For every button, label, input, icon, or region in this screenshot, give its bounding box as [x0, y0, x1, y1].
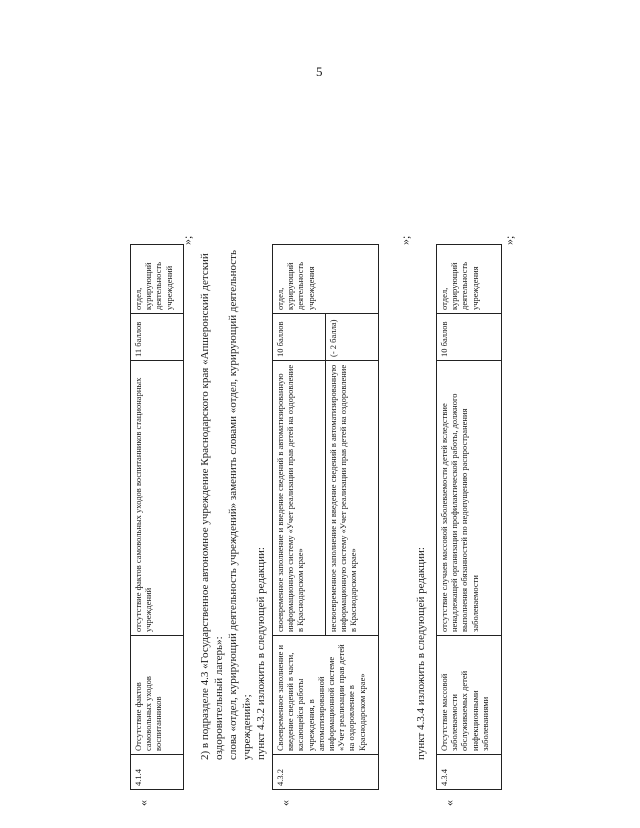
row-name: Отсутствие фактов самовольных уходов воспитанников [131, 636, 184, 755]
row-name: Своевременное заполнение и введение сведений в части, касающейся работы учреждения, в автоматизированной информационной системе «Учет реализации прав детей на оздоровление в Краснодарском крае» [273, 636, 379, 755]
table-row [437, 245, 502, 790]
open-quote: « [136, 800, 150, 806]
table-4-3-2 [272, 244, 379, 790]
row-score: 11 баллов [131, 314, 184, 361]
open-quote: « [442, 800, 456, 806]
row-score-negative: (- 2 балла) [326, 314, 379, 361]
close-quote: »; [180, 235, 194, 245]
paragraph-4-3-2: пункт 4.3.2 изложить в следующей редакции: [255, 547, 267, 760]
close-quote: »; [502, 235, 516, 245]
open-quote: « [278, 800, 292, 806]
row-responsible: отдел, курирующий деятельность учреждения [437, 245, 502, 314]
paragraph-subsection-4-3: 2) в подразделе 4.3 «Государственное автономное учреждение Краснодарского края «Апшеронский детский оздоровительный лагерь»: [199, 253, 226, 760]
row-name: Отсутствие массовой заболеваемости обслуживаемых детей инфекционными заболеваниями [437, 636, 502, 755]
row-score-positive: 10 баллов [273, 314, 326, 361]
table-4-1-4 [130, 244, 184, 790]
row-criterion-positive: своевременное заполнение и введение сведений в автоматизированную информационную систему «Учет реализации прав детей на оздоровление в Краснодарском крае» [273, 361, 326, 636]
row-responsible: отдел, курирующий деятельность учреждений [131, 245, 184, 314]
row-code: 4.1.4 [131, 755, 184, 790]
table-row [273, 245, 326, 790]
row-criterion-negative: несвоевременное заполнение и введение сведений в автоматизированную информационную систему «Учет реализации прав детей на оздоровление в Краснодарском крае» [326, 361, 379, 636]
table-4-3-4 [436, 244, 502, 790]
paragraph-4-3-4: пункт 4.3.4 изложить в следующей редакции: [415, 547, 427, 760]
rotated-page-content [130, 100, 530, 806]
paragraph-replace-words: слова «отдел, курирующий деятельность учреждений» заменить словами «отдел, курирующий деятельность учреждений»; [227, 250, 254, 760]
row-code: 4.3.4 [437, 755, 502, 790]
close-quote: »; [398, 235, 412, 245]
table-row [131, 245, 184, 790]
row-responsible: отдел, курирующий деятельность учреждения [273, 245, 379, 314]
row-criterion: отсутствие фактов самовольных уходов воспитанников стационарных учреждений [131, 361, 184, 636]
page-number: 5 [316, 64, 323, 79]
row-criterion: отсутствие случаев массовой заболеваемости детей вследствие ненадлежащей организации профилактической работы, должного выполнения обязанностей по недопущению распространения заболеваемости [437, 361, 502, 636]
row-code: 4.3.2 [273, 755, 379, 790]
row-score: 10 баллов [437, 314, 502, 361]
